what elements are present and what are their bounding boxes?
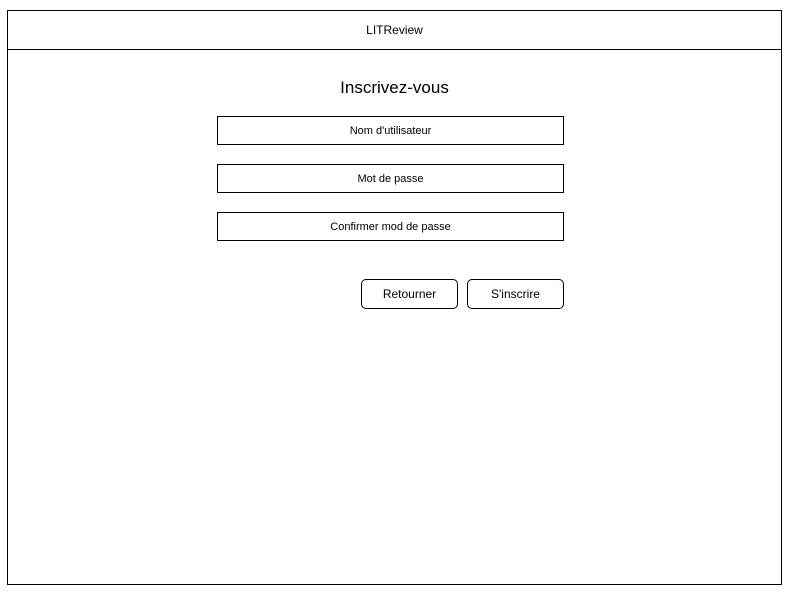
signup-button[interactable]: S'inscrire xyxy=(467,279,564,309)
confirm-password-input[interactable] xyxy=(217,212,564,241)
username-input[interactable] xyxy=(217,116,564,145)
page-title: Inscrivez-vous xyxy=(340,78,449,97)
app-header xyxy=(8,11,781,50)
page-frame xyxy=(7,10,782,585)
back-button[interactable]: Retourner xyxy=(361,279,458,309)
app-title: LITReview xyxy=(366,23,423,37)
password-input[interactable] xyxy=(217,164,564,193)
